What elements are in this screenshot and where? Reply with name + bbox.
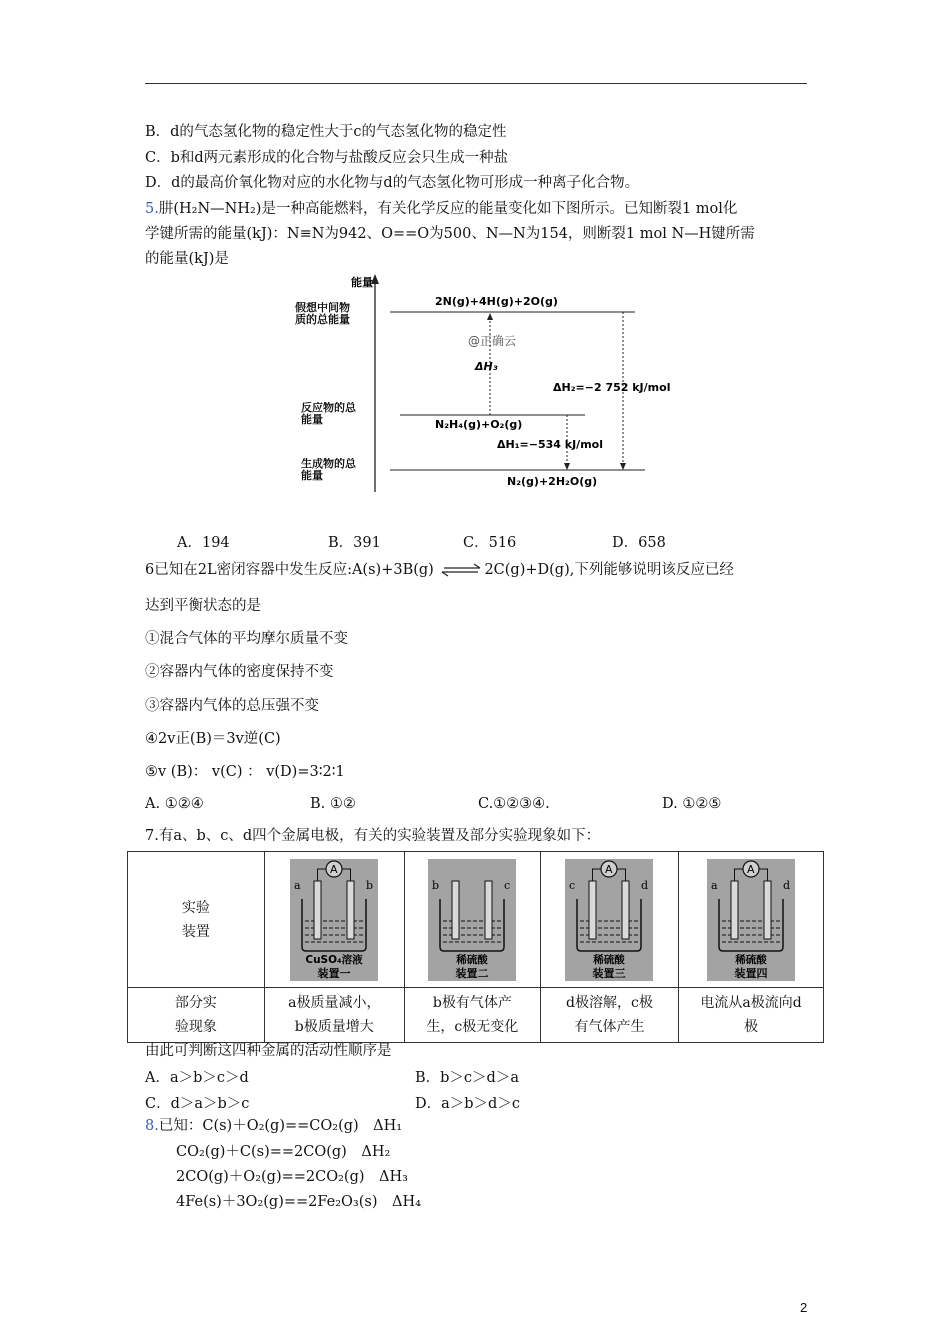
q5-stem-line3: 的能量(kJ)是 xyxy=(145,251,229,267)
bot-species: N₂(g)+2H₂O(g) xyxy=(507,475,598,488)
electrode-right xyxy=(622,881,629,939)
apparatus-cell-3 xyxy=(540,852,678,988)
electrode-right xyxy=(347,881,354,939)
electrode-right-label: c xyxy=(504,878,511,892)
q5-stem-line1 xyxy=(145,199,737,219)
solution-label: 稀硫酸 xyxy=(735,953,767,966)
apparatus-1 xyxy=(290,859,378,981)
experiment-table xyxy=(127,851,824,1043)
dh2-label: ΔH₂=−2 752 kJ/mol xyxy=(553,381,671,394)
electrode-left-label: a xyxy=(711,878,718,892)
q6-stem-part2: 2C(g)+D(g),下列能够说明该反应已经 xyxy=(484,562,734,578)
electrode-left xyxy=(731,881,738,939)
phenomenon-4-line2: 极 xyxy=(744,1019,758,1035)
q8-eq2: CO₂(g)＋C(s)==2CO(g) ΔH₂ xyxy=(176,1144,391,1160)
phenomenon-1-line1: a极质量减小， xyxy=(288,995,381,1011)
phenomenon-cell-2 xyxy=(404,988,540,1043)
electrode-right-label: b xyxy=(366,878,374,892)
phenomenon-1-line2: b极质量增大 xyxy=(294,1019,374,1035)
phenomenon-3-line1: d极溶解，c极 xyxy=(566,995,653,1011)
apparatus-cell-4 xyxy=(679,852,824,988)
header-rule xyxy=(145,83,807,84)
row1-header-line2: 装置 xyxy=(181,923,210,940)
apparatus-3 xyxy=(565,859,653,981)
apparatus-name: 装置二 xyxy=(455,966,489,980)
q5-option-b: B．391 xyxy=(328,535,381,551)
row1-header-line1: 实验 xyxy=(181,899,210,916)
q8-eq3: 2CO(g)＋O₂(g)==2CO₂(g) ΔH₃ xyxy=(176,1169,408,1185)
q7-option-a: A．a＞b＞c＞d xyxy=(145,1070,249,1086)
bot-level-label: 生成物的总能量 xyxy=(301,458,356,482)
q7-option-d: D．a＞b＞d＞c xyxy=(415,1096,520,1112)
q6-item-3: ③容器内气体的总压强不变 xyxy=(145,698,319,714)
q6-item-2: ②容器内气体的密度保持不变 xyxy=(145,664,334,680)
ammeter-label: A xyxy=(330,862,338,876)
mid-level-label-box xyxy=(301,402,371,432)
row2-header-line1: 部分实 xyxy=(174,995,217,1011)
dh2-arrowhead xyxy=(620,463,626,470)
q4-option-b: B．d的气态氢化物的稳定性大于c的气态氢化物的稳定性 xyxy=(145,124,507,140)
q6-item-5: ⑤v (B)： v(C) ： v(D)=3∶2∶1 xyxy=(145,764,345,780)
q5-option-a: A．194 xyxy=(177,535,230,551)
solution-label: 稀硫酸 xyxy=(456,953,489,966)
phenomenon-cell-1 xyxy=(264,988,404,1043)
electrode-right-label: d xyxy=(641,878,649,892)
phenomenon-4-line1: 电流从a极流向d xyxy=(700,995,802,1011)
q6-option-a: A. ①②④ xyxy=(145,796,204,812)
electrode-left xyxy=(314,881,321,939)
table-row-apparatus xyxy=(128,852,824,988)
ammeter-label: A xyxy=(605,862,613,876)
q6-stem-part1: 6已知在2L密闭容器中发生反应:A(s)+3B(g) xyxy=(145,562,434,578)
solution-label: CuSO₄溶液 xyxy=(305,953,363,966)
electrode-right xyxy=(485,881,492,939)
q6-stem-line2: 达到平衡状态的是 xyxy=(145,598,261,614)
equilibrium-arrow-icon xyxy=(438,563,484,577)
q7-conclusion: 由此可判断这四种金属的活动性顺序是 xyxy=(145,1043,392,1059)
apparatus-2 xyxy=(428,859,516,981)
q4-option-d: D．d的最高价氧化物对应的水化物与d的气态氢化物可形成一种离子化合物。 xyxy=(145,175,640,191)
phenomenon-cell-3 xyxy=(540,988,678,1043)
q6-option-d: D. ①②⑤ xyxy=(662,796,722,812)
q5-option-c: C．516 xyxy=(463,535,517,551)
apparatus-cell-1 xyxy=(264,852,404,988)
ammeter-label: A xyxy=(747,862,755,876)
dh1-arrowhead xyxy=(564,463,570,470)
q8-number: 8. xyxy=(145,1118,159,1134)
q6-option-c: C.①②③④. xyxy=(478,796,550,812)
phenomenon-2-line1: b极有气体产 xyxy=(432,995,512,1011)
q5-text1: 肼(H₂N—NH₂)是一种高能燃料，有关化学反应的能量变化如下图所示。已知断裂1 mol化 xyxy=(158,201,738,217)
row2-header xyxy=(128,988,265,1043)
electrode-right xyxy=(764,881,771,939)
electrode-right-label: d xyxy=(783,878,791,892)
q8-eq4: 4Fe(s)＋3O₂(g)==2Fe₂O₃(s) ΔH₄ xyxy=(176,1194,421,1210)
mid-species: N₂H₄(g)+O₂(g) xyxy=(435,418,523,431)
q5-stem-line2: 学键所需的能量(kJ)：N≡N为942、O==O为500、N—N为154，则断裂1 mol N—H键所需 xyxy=(145,226,755,242)
dh1-label: ΔH₁=−534 kJ/mol xyxy=(497,438,603,451)
q7-stem: 7.有a、b、c、d四个金属电极，有关的实验装置及部分实验现象如下： xyxy=(145,828,601,844)
top-level-label-box xyxy=(295,302,365,352)
apparatus-name: 装置四 xyxy=(734,966,768,980)
q7-option-b: B．b＞c＞d＞a xyxy=(415,1070,519,1086)
q7-option-c: C．d＞a＞b＞c xyxy=(145,1096,250,1112)
q4-option-c: C．b和d两元素形成的化合物与盐酸反应会只生成一种盐 xyxy=(145,150,509,166)
row1-header xyxy=(128,852,265,988)
q6-item-1: ①混合气体的平均摩尔质量不变 xyxy=(145,631,348,647)
q8-eq1: 已知：C(s)＋O₂(g)==CO₂(g) ΔH₁ xyxy=(158,1118,403,1134)
watermark: @正确云 xyxy=(468,334,517,348)
dh3-arrowhead xyxy=(487,313,493,320)
electrode-left-label: a xyxy=(294,878,301,892)
apparatus-name: 装置三 xyxy=(592,966,626,980)
dh3-label: ΔH₃ xyxy=(475,360,498,373)
phenomenon-3-line2: 有气体产生 xyxy=(574,1019,645,1035)
q6-option-b: B. ①② xyxy=(310,796,356,812)
table-row-phenomena xyxy=(128,988,824,1043)
apparatus-cell-2 xyxy=(404,852,540,988)
electrode-left xyxy=(452,881,459,939)
electrode-left-label: b xyxy=(432,878,440,892)
q6-stem-line1 xyxy=(145,560,734,580)
top-level-label: 假想中间物质的总能量 xyxy=(295,302,350,326)
q5-number: 5. xyxy=(145,201,159,217)
electrode-left xyxy=(589,881,596,939)
apparatus-name: 装置一 xyxy=(317,966,351,980)
apparatus-4 xyxy=(707,859,795,981)
phenomenon-cell-4 xyxy=(679,988,824,1043)
top-species: 2N(g)+4H(g)+2O(g) xyxy=(435,295,558,308)
mid-level-label: 反应物的总能量 xyxy=(301,402,356,426)
energy-diagram xyxy=(285,270,705,495)
solution-label: 稀硫酸 xyxy=(593,953,626,966)
y-axis-label: 能量 xyxy=(351,276,373,289)
q8-line1 xyxy=(145,1116,402,1136)
row2-header-line2: 验现象 xyxy=(174,1019,217,1035)
page-number: 2 xyxy=(800,1300,808,1315)
q5-option-d: D．658 xyxy=(612,535,666,551)
electrode-left-label: c xyxy=(569,878,576,892)
bot-level-label-box xyxy=(301,458,371,488)
q6-item-4: ④2v正(B)＝3v逆(C) xyxy=(145,731,281,747)
phenomenon-2-line2: 生，c极无变化 xyxy=(426,1019,519,1035)
